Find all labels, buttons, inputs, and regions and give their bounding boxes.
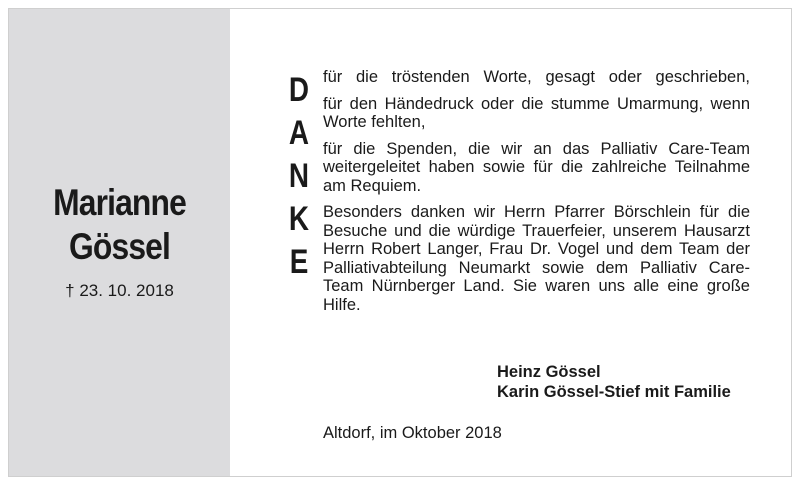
deceased-name	[24, 181, 214, 269]
paragraph: für den Händedruck oder die stumme Umarmung, wenn Worte fehlten,	[323, 94, 750, 131]
danke-letter: K	[288, 200, 310, 238]
place-date: Altdorf, im Oktober 2018	[323, 424, 502, 442]
danke-letter: N	[288, 157, 310, 195]
first-name: Marianne	[53, 182, 186, 223]
last-name: Gössel	[69, 226, 170, 267]
danke-letter: A	[288, 114, 310, 152]
signatures	[497, 362, 731, 402]
signature: Heinz Gössel	[497, 363, 601, 381]
death-date: † 23. 10. 2018	[65, 281, 174, 300]
paragraph: für die tröstenden Worte, gesagt oder geschrieben,	[323, 68, 750, 86]
danke-vertical-word	[284, 69, 314, 284]
thanks-text	[323, 68, 750, 322]
danke-letter: D	[288, 71, 310, 109]
paragraph: für die Spenden, die wir an das Palliativ Care-Team weitergeleitet haben sowie für die zahlreiche Teilnahme am Requiem.	[323, 139, 750, 195]
obituary-notice	[8, 8, 792, 477]
signature: Karin Gössel-Stief mit Familie	[497, 383, 731, 401]
name-panel	[9, 9, 230, 476]
danke-letter: E	[289, 243, 309, 281]
paragraph: Besonders danken wir Herrn Pfarrer Börschlein für die Besuche und die würdige Trauerfeier, unserem Hausarzt Herrn Robert Langer, Frau Dr. Vogel und dem Team der Palliativabteilung Neumarkt sowie dem Palliativ Care-Team Nürnberger Land. Sie waren uns alle eine große Hilfe.	[323, 203, 750, 314]
